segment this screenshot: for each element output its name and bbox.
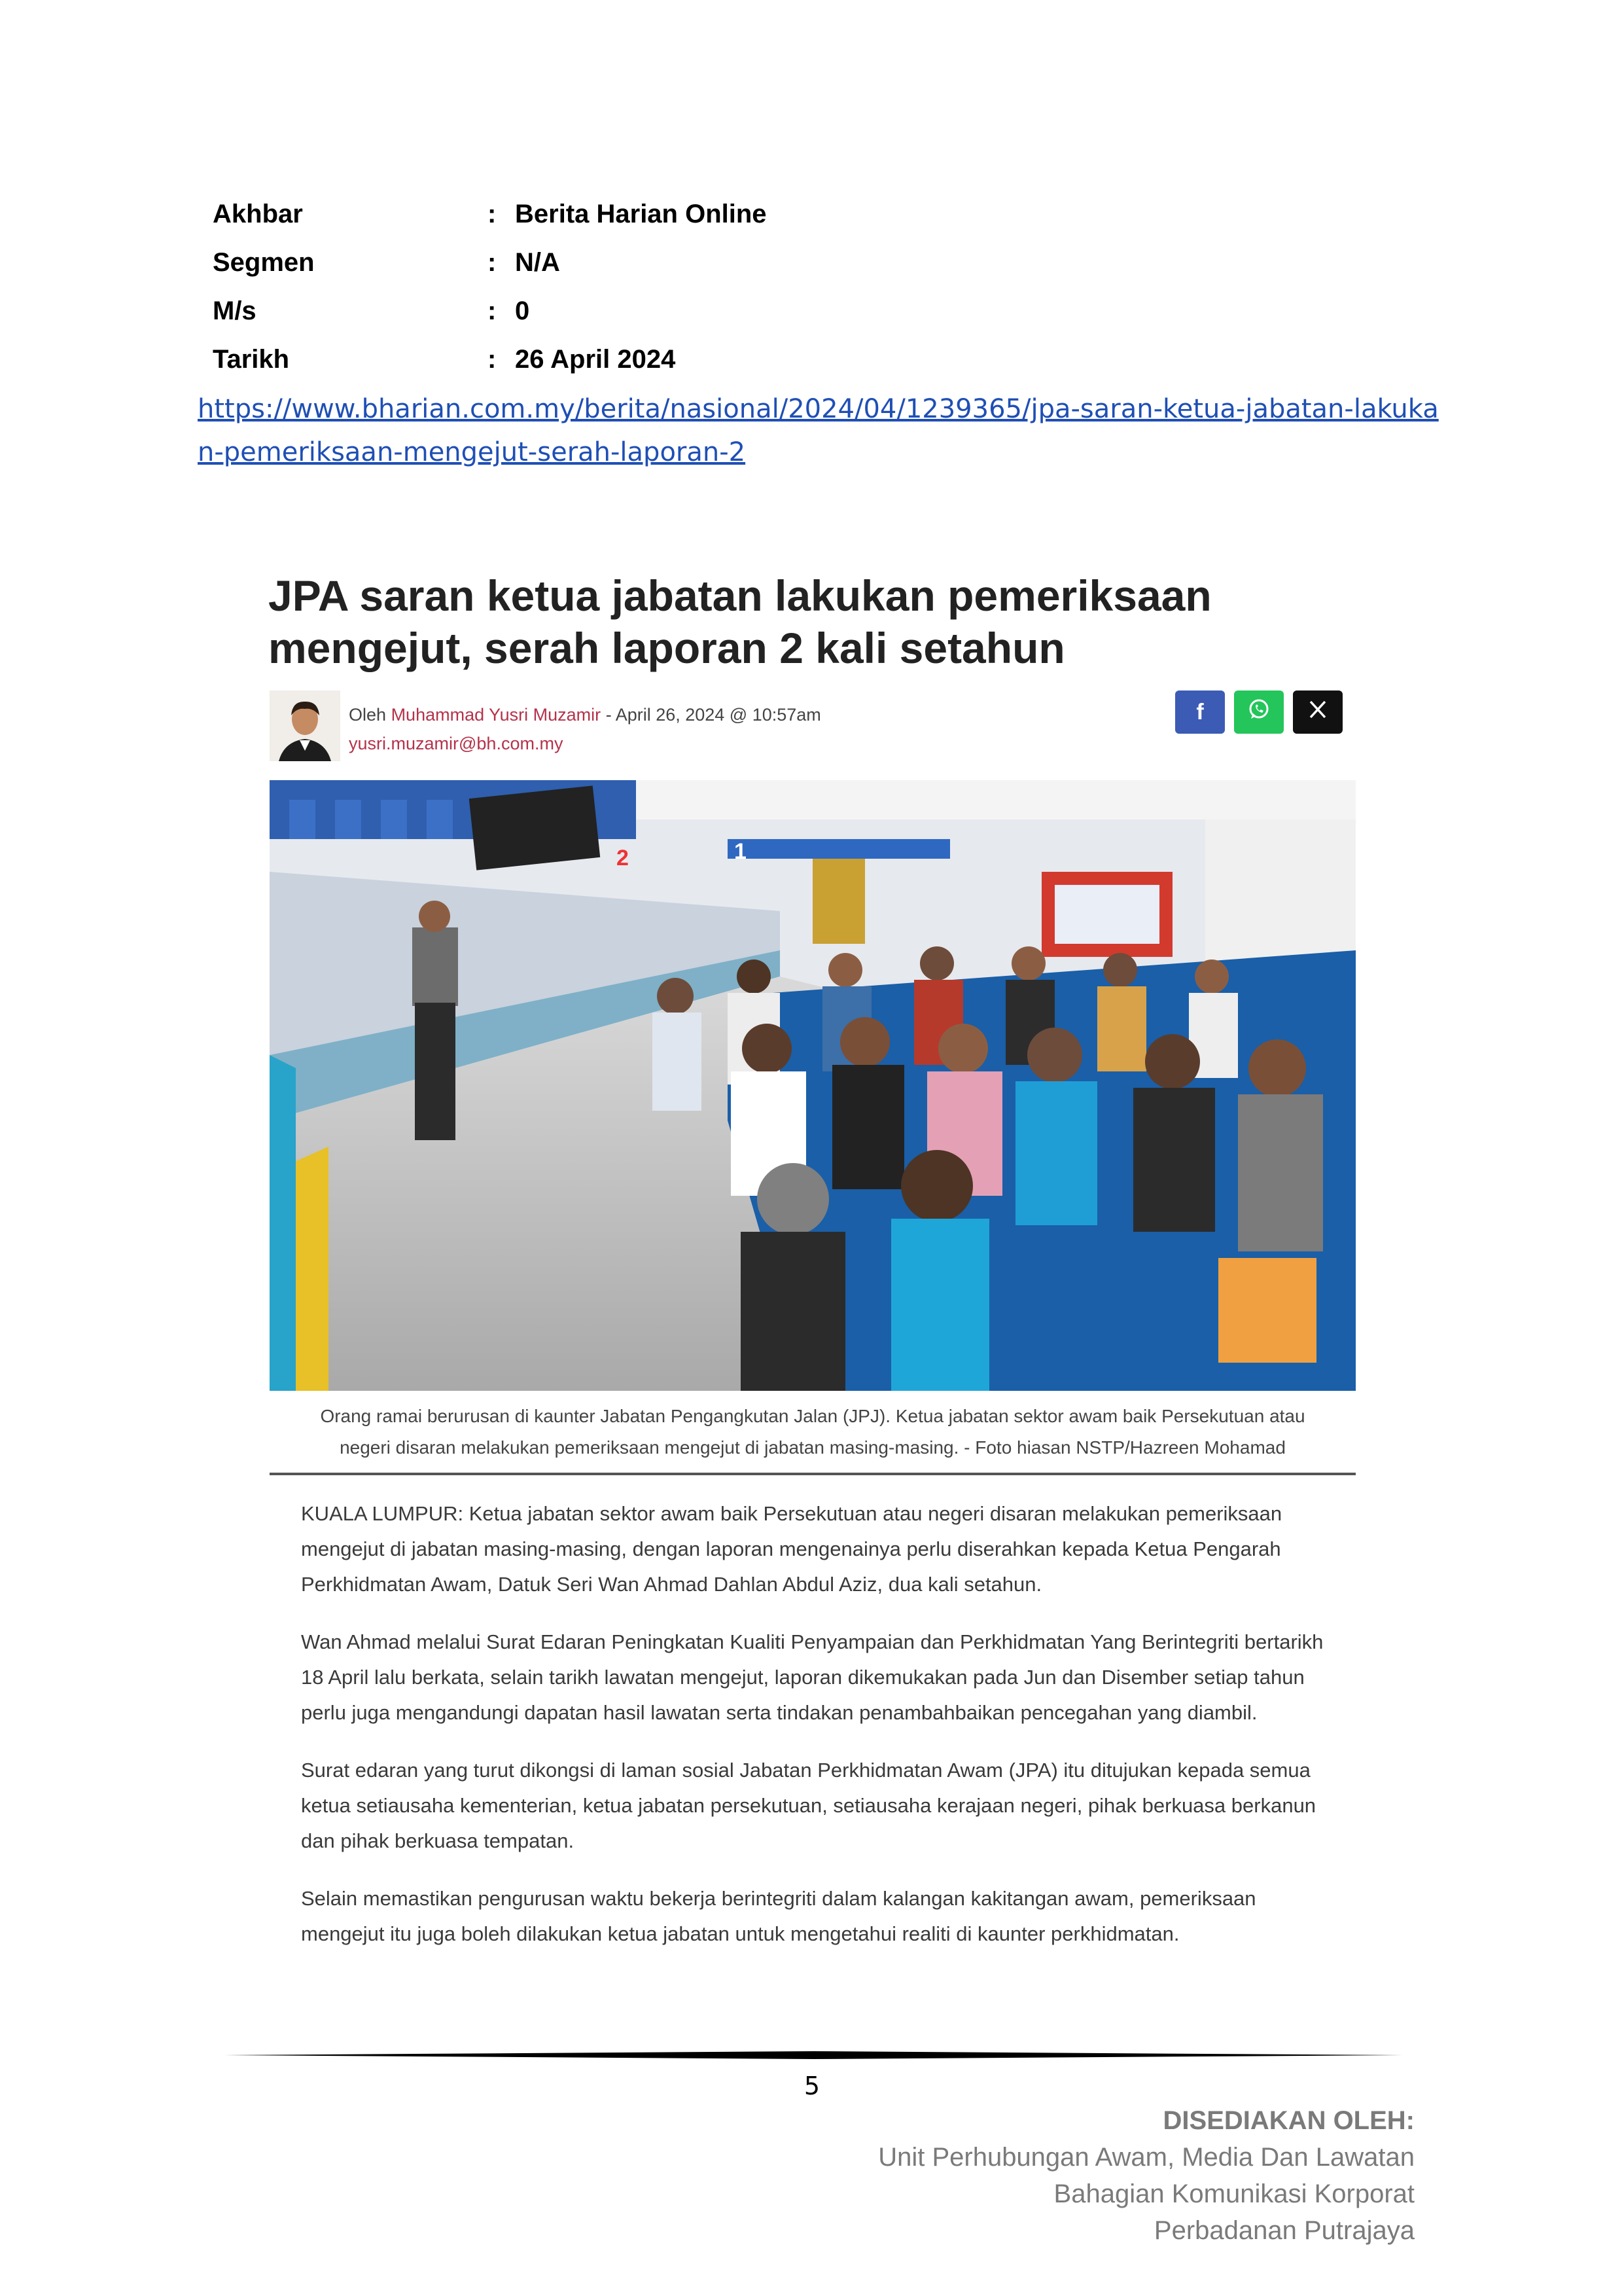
x-icon <box>1307 699 1328 726</box>
article-date: - April 26, 2024 @ 10:57am <box>605 705 821 725</box>
meta-value: 0 <box>515 296 530 325</box>
share-whatsapp-button[interactable] <box>1234 691 1284 734</box>
article-paragraph: Wan Ahmad melalui Surat Edaran Peningkatan Kualiti Penyampaian dan Perkhidmatan Yang Berintegriti bertarikh 18 April lalu berkata, selain tarikh lawatan mengejut, laporan dikemukakan pada Jun dan Disember setiap tahun perlu juga mengandungi dapatan hasil lawatan serta tindakan penambahbaikan pencegahan yang diambil. <box>301 1630 1324 1724</box>
prepared-by-division: Bahagian Komunikasi Korporat <box>1053 2179 1415 2208</box>
byline <box>349 700 821 758</box>
author-avatar <box>270 691 340 761</box>
metadata-table <box>213 190 1260 384</box>
prepared-by-block <box>878 2102 1415 2249</box>
facebook-icon: f <box>1196 699 1204 725</box>
article-photo <box>270 780 1356 1391</box>
article-url-link[interactable]: https://www.bharian.com.my/berita/nasional/2024/04/1239365/jpa-saran-ketua-jabatan-lakukan-pemeriksaan-mengejut-serah-laporan-2 <box>198 394 1439 467</box>
counter-number: 2 <box>616 846 629 870</box>
meta-row-segmen <box>213 238 1260 287</box>
meta-row-ms <box>213 287 1260 335</box>
meta-label: Akhbar <box>213 199 303 228</box>
caption-line: Orang ramai berurusan di kaunter Jabatan Pengangkutan Jalan (JPJ). Ketua jabatan sektor awam baik Persekutuan atau <box>320 1406 1305 1426</box>
article-body <box>301 1496 1335 1974</box>
meta-value: N/A <box>515 247 560 277</box>
whatsapp-icon <box>1246 697 1271 728</box>
meta-value: Berita Harian Online <box>515 199 767 228</box>
prepared-by-heading: DISEDIAKAN OLEH: <box>1163 2106 1415 2135</box>
article-paragraph: Selain memastikan pengurusan waktu bekerja berintegriti dalam kalangan kakitangan awam, pemeriksaan mengejut itu juga boleh dilakukan ketua jabatan untuk mengetahui realiti di kaunter perkhidmatan. <box>301 1887 1256 1945</box>
meta-label: Segmen <box>213 247 315 277</box>
meta-colon: : <box>487 296 497 325</box>
byline-line <box>349 700 821 729</box>
article-headline: JPA saran ketua jabatan lakukan pemeriksaan mengejut, serah laporan 2 kali setahun <box>268 571 1212 672</box>
counter-number: 1 <box>734 839 747 864</box>
meta-label: Tarikh <box>213 344 290 374</box>
meta-colon: : <box>487 247 497 277</box>
prepared-by-unit: Unit Perhubungan Awam, Media Dan Lawatan <box>878 2143 1415 2172</box>
caption-line: negeri disaran melakukan pemeriksaan mengejut di jabatan masing-masing. - Foto hiasan NSTP/Hazreen Mohamad <box>340 1437 1286 1458</box>
meta-label: M/s <box>213 296 256 325</box>
byline-prefix: Oleh <box>349 705 387 725</box>
prepared-by-organisation: Perbadanan Putrajaya <box>1154 2216 1415 2245</box>
meta-row-tarikh <box>213 335 1260 384</box>
footer-divider <box>224 2050 1402 2060</box>
meta-row-akhbar <box>213 190 1260 238</box>
author-link[interactable]: Muhammad Yusri Muzamir <box>391 705 601 725</box>
share-facebook-button[interactable] <box>1175 691 1225 734</box>
photo-caption <box>270 1401 1356 1475</box>
author-email-link[interactable]: yusri.muzamir@bh.com.my <box>349 734 563 753</box>
page-number: 5 <box>803 2072 821 2100</box>
article-paragraph: KUALA LUMPUR: Ketua jabatan sektor awam baik Persekutuan atau negeri disaran melakukan pemeriksaan mengejut di jabatan masing-masing, dengan laporan mengenainya perlu diserahkan kepada Ketua Pengarah Perkhidmatan Awam, Datuk Seri Wan Ahmad Dahlan Abdul Aziz, dua kali setahun. <box>301 1502 1282 1596</box>
share-x-button[interactable] <box>1293 691 1343 734</box>
article-paragraph: Surat edaran yang turut dikongsi di laman sosial Jabatan Perkhidmatan Awam (JPA) itu ditujukan kepada semua ketua setiausaha kementerian, ketua jabatan persekutuan, setiausaha kerajaan negeri, pihak berkuasa berkanun dan pihak berkuasa tempatan. <box>301 1759 1316 1852</box>
meta-colon: : <box>487 344 497 374</box>
meta-colon: : <box>487 199 497 228</box>
meta-value: 26 April 2024 <box>515 344 676 374</box>
